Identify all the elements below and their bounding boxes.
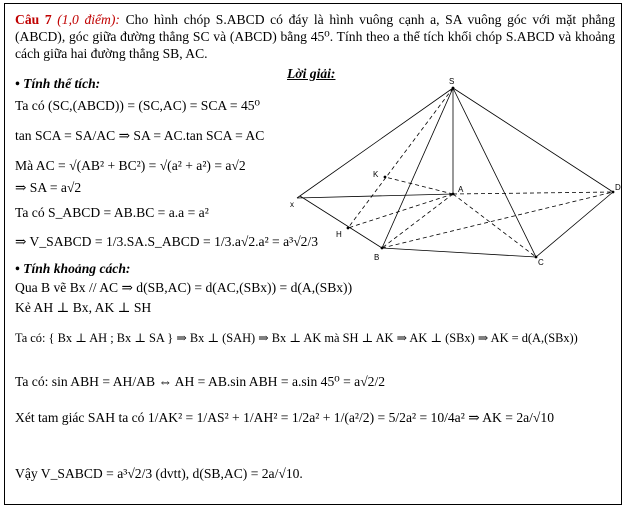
label-x: x [290, 200, 294, 209]
label-H: H [336, 230, 342, 239]
problem-points: (1,0 điểm): [57, 12, 120, 27]
problem-frame [4, 3, 622, 505]
problem-text: Cho hình chóp S.ABCD có đáy là hình vuông cạnh a, SA vuông góc với mặt phẳng (ABCD), góc giữa đường thẳng SC và (ABCD) bằng 45⁰. Tính theo a thể tích khối chóp S.ABCD và khoảng cách giữa hai đường thẳng SB, AC. [15, 12, 616, 61]
edge-S-D [453, 88, 613, 192]
edge-S-C [453, 88, 536, 257]
solution-line: Ta có (SC,(ABCD)) = (SC,AC) = SCA = 45⁰ [15, 98, 261, 113]
label-A: A [458, 185, 464, 194]
seg-A-K [385, 177, 453, 194]
edge-B-C [382, 248, 536, 257]
section-volume: • Tính thể tích: [15, 76, 101, 91]
solution-line: Qua B vẽ Bx // AC ⇒ d(SB,AC) = d(AC,(SBx)) = d(A,(SBx)) [15, 280, 353, 295]
solution-line: Ta có: sin ABH = AH/AB ⇔ AH = AB.sin ABH = a.sin 45⁰ = a√2/2 [15, 374, 386, 389]
solution-line: Xét tam giác SAH ta có 1/AK² = 1/AS² + 1/AH² = 1/2a² + 1/(a²/2) = 5/2a² = 10/4a² ⇒ AK = 2a/√10 [15, 410, 554, 425]
line-Bx [300, 196, 382, 248]
problem-label: Câu 7 [15, 12, 52, 27]
diag-A-C [453, 194, 536, 257]
seg-A-H [348, 194, 453, 228]
section-distance: • Tính khoảng cách: [15, 261, 131, 276]
edge-C-D [536, 192, 613, 257]
solution-title: Lời giải: [287, 66, 336, 81]
pyramid-figure [290, 76, 620, 266]
solution-line: Mà AC = √(AB² + BC²) = √(a² + a²) = a√2 [15, 158, 246, 173]
label-C: C [538, 258, 544, 267]
solution-line: tan SCA = SA/AC ⇒ SA = AC.tan SCA = AC [15, 128, 265, 143]
edge-A-D [453, 192, 613, 194]
label-D: D [615, 183, 621, 192]
solution-line: ⇒ V_SABCD = 1/3.SA.S_ABCD = 1/3.a√2.a² = a³√2/3 [15, 234, 319, 249]
edge-x-A [297, 194, 453, 198]
label-B: B [374, 253, 380, 262]
solution-line: ⇒ SA = a√2 [15, 180, 82, 195]
edge-A-B [382, 194, 453, 248]
solution-line: Ta có: { Bx ⊥ AH ; Bx ⊥ SA } ⇒ Bx ⊥ (SAH) ⇒ Bx ⊥ AK mà SH ⊥ AK ⇒ AK ⊥ (SBx) ⇒ AK = d(A,(SBx)) [15, 331, 578, 345]
label-S: S [449, 77, 455, 86]
solution-line: Kẻ AH ⊥ Bx, AK ⊥ SH [15, 300, 152, 315]
solution-line: Ta có S_ABCD = AB.BC = a.a = a² [15, 205, 209, 220]
diag-B-D [382, 192, 613, 248]
solution-line: Vậy V_SABCD = a³√2/3 (dvtt), d(SB,AC) = 2a/√10. [15, 466, 303, 481]
edge-S-x [297, 88, 453, 198]
label-K: K [373, 170, 379, 179]
problem-statement [15, 11, 615, 62]
